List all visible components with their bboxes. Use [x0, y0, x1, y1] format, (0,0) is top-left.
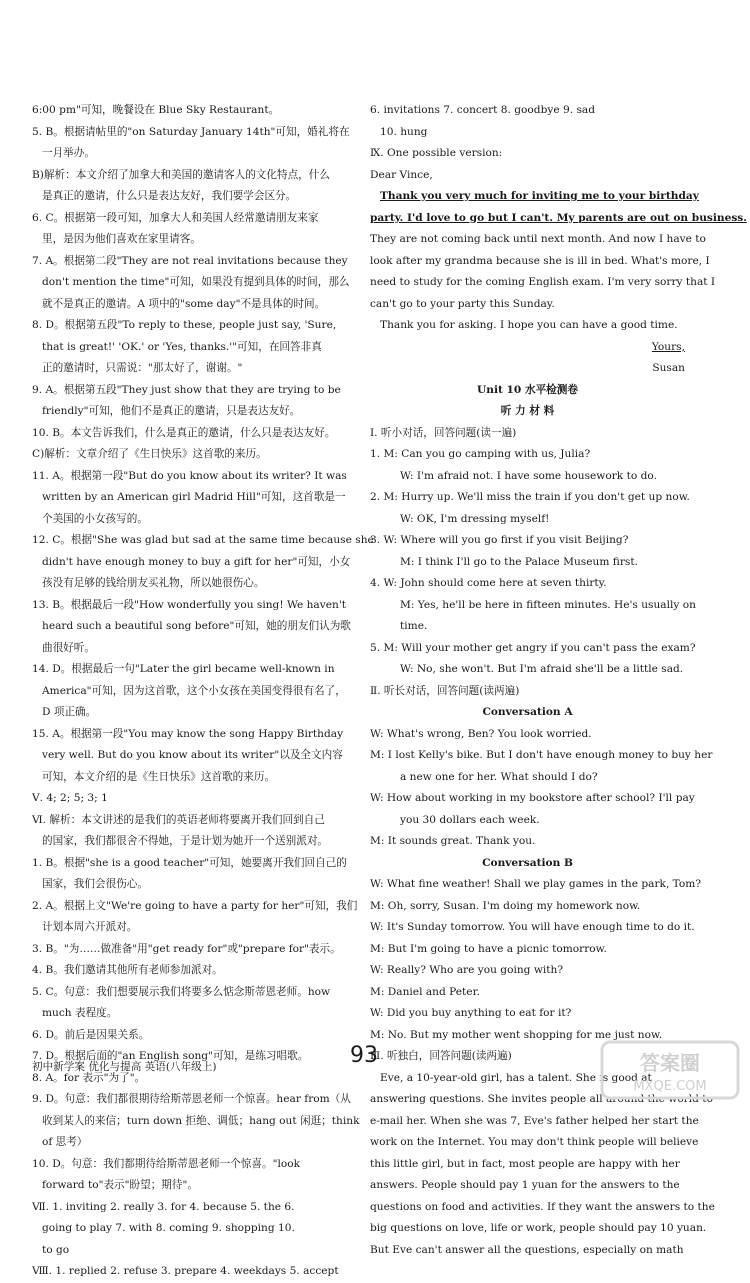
left-line: 7. D。根据后面的"an English song"可知，是练习唱歌。	[32, 1050, 309, 1062]
left-line: 6. D。前后是因果关系。	[32, 1028, 150, 1041]
left-line: 14. D。根据最后一句"Later the girl became well-known in	[32, 663, 335, 675]
right-line: can't go to your party this Sunday.	[370, 297, 555, 310]
left-line: 11. A。根据第一段"But do you know about its writer? It was	[32, 469, 347, 482]
left-line: Ⅵ. 解析：本文讲述的是我们的英语老师将要离开我们回到自己	[32, 813, 325, 826]
left-line: 5. C。句意：我们想要展示我们将要多么惦念斯蒂恩老师。how	[32, 985, 331, 998]
left-line: 12. C。根据"She was glad but sad at the same time because she	[32, 534, 374, 546]
left-line: 1. B。根据"she is a good teacher"可知，她要离开我们回自己的	[32, 856, 347, 869]
right-line: W: Really? Who are you going with?	[370, 964, 564, 976]
left-line: 国家，我们会很伤心。	[42, 878, 148, 890]
left-line: Ⅴ. 4; 2; 5; 3; 1	[32, 792, 108, 804]
right-line: M: Daniel and Peter.	[370, 985, 480, 998]
left-line: 个美国的小女孩写的。	[42, 512, 148, 525]
left-line: 4. B。我们邀请其他所有老师参加派对。	[32, 964, 223, 976]
left-line: 3. B。"为……做准备"用"get ready for"或"prepare for"表示。	[32, 942, 341, 955]
left-line: 可知，本文介绍的是《生日快乐》这首歌的来历。	[42, 770, 276, 783]
right-line: W: OK, I'm dressing myself!	[400, 512, 550, 525]
left-line: written by an American girl Madrid Hill"可知，这首歌是一	[42, 491, 346, 503]
watermark-logo	[600, 1040, 740, 1100]
left-line: very well. But do you know about its writer"以及全文内容	[42, 749, 343, 761]
right-line: 2. M: Hurry up. We'll miss the train if you don't get up now.	[370, 491, 690, 503]
left-line: 正的邀请时，只需说："那太好了，谢谢。"	[42, 362, 243, 374]
left-line: America"可知，因为这首歌，这个小女孩在美国变得很有名了，	[42, 684, 346, 697]
right-line: Thank you for asking. I hope you can have a good time.	[380, 319, 678, 331]
left-line: 8. A。for 表示"为了"。	[32, 1071, 146, 1084]
left-line: friendly"可知，他们不是真正的邀请，只是表达友好。	[42, 405, 301, 417]
right-line: Eve, a 10-year-old girl, has a talent. She is good at	[380, 1071, 652, 1084]
right-line: look after my grandma because she is ill in bed. What's more, I	[370, 254, 710, 267]
right-line: Unit 10 水平检测卷	[477, 383, 578, 396]
svg-text:MXQE.COM: MXQE.COM	[633, 1079, 707, 1094]
left-line: 5. B。根据请帖里的"on Saturday January 14th"可知，婚礼将在	[32, 125, 350, 138]
right-line: W: How about working in my bookstore after school? I'll pay	[370, 792, 695, 804]
left-line: 6. C。根据第一段可知，加拿大人和美国人经常邀请朋友来家	[32, 211, 319, 224]
right-line: M: No. But my mother went shopping for me just now.	[370, 1028, 663, 1041]
right-line: big questions on love, life or work, people should pay 10 yuan.	[370, 1222, 707, 1234]
right-line: Ⅱ. 听长对话，回答问题(读两遍)	[370, 684, 520, 697]
right-line: 听 力 材 料	[500, 405, 555, 417]
right-line: this little girl, but in fact, most people are happy with her	[370, 1157, 680, 1170]
right-line: 5. M: Will your mother get angry if you can't pass the exam?	[370, 641, 696, 654]
left-line: to go	[42, 1243, 70, 1256]
left-line: 13. B。根据最后一段"How wonderfully you sing! We haven't	[32, 598, 346, 611]
left-line: going to play 7. with 8. coming 9. shopping 10.	[42, 1222, 295, 1234]
right-line: Susan	[652, 362, 685, 374]
left-line: 9. D。句意：我们都很期待给斯蒂恩老师一个惊喜。hear from（从	[32, 1093, 351, 1105]
right-line: W: Did you buy anything to eat for it?	[370, 1007, 572, 1019]
right-line: Ⅰ. 听小对话，回答问题(读一遍)	[370, 426, 517, 439]
right-line: Yours,	[651, 340, 685, 353]
left-line: 10. B。本文告诉我们，什么是真正的邀请，什么只是表达友好。	[32, 426, 336, 439]
right-line: M: But I'm going to have a picnic tomorrow.	[370, 942, 607, 955]
left-line: don't mention the time"可知，如果没有提到具体的时间，那么	[42, 276, 350, 288]
left-line: of 思考）	[42, 1136, 88, 1148]
right-line: time.	[400, 620, 428, 632]
left-line: 的国家，我们都很舍不得她，于是计划为她开一个送别派对。	[42, 835, 329, 847]
left-line: heard such a beautiful song before"可知，她的朋友们认为歌	[42, 620, 351, 632]
left-line: C)解析：文章介绍了《生日快乐》这首歌的来历。	[32, 448, 267, 460]
left-line: 9. A。根据第五段"They just show that they are trying to be	[32, 383, 341, 396]
left-line: 2. A。根据上文"We're going to have a party for her"可知，我们	[32, 899, 358, 912]
right-line: you 30 dollars each week.	[400, 813, 540, 826]
right-line: Conversation A	[482, 706, 573, 718]
right-line: questions on food and activities. If they want the answers to the	[370, 1200, 715, 1213]
right-line: W: No, she won't. But I'm afraid she'll be a little sad.	[400, 663, 684, 675]
left-line: 孩没有足够的钱给朋友买礼物，所以她很伤心。	[42, 577, 265, 589]
left-line: D 项正确。	[42, 706, 97, 718]
left-line: 计划本周六开派对。	[42, 921, 138, 933]
right-line: party. I'd love to go but I can't. My parents are out on business.	[370, 211, 747, 224]
page-number: 93	[350, 1043, 378, 1068]
right-line: But Eve can't answer all the questions, especially on math	[370, 1243, 684, 1256]
left-line: 10. D。句意：我们都期待给斯蒂恩老师一个惊喜。"look	[32, 1157, 301, 1170]
right-line: M: It sounds great. Thank you.	[370, 835, 536, 847]
left-line: 是真正的邀请，什么只是表达友好，我们要学会区分。	[42, 190, 297, 202]
left-line: 里，是因为他们喜欢在家里请客。	[42, 233, 201, 245]
right-line: Dear Vince,	[370, 168, 433, 181]
right-line: 4. W: John should come here at seven thirty.	[370, 577, 607, 589]
right-line: M: Yes, he'll be here in fifteen minutes. He's usually on	[400, 598, 696, 611]
left-line: much 表程度。	[42, 1007, 118, 1019]
right-line: work on the Internet. You may don't think people will believe	[370, 1136, 699, 1148]
right-line: a new one for her. What should I do?	[400, 770, 598, 783]
right-line: M: Oh, sorry, Susan. I'm doing my homework now.	[370, 899, 641, 912]
right-line: Thank you very much for inviting me to your birthday	[380, 190, 699, 202]
right-line: answering questions. She invites people all around the world to	[370, 1093, 713, 1105]
right-line: W: What's wrong, Ben? You look worried.	[370, 727, 592, 740]
left-line: forward to"表示"盼望；期待"。	[42, 1179, 198, 1191]
right-line: Ⅸ. One possible version:	[370, 147, 503, 159]
left-line: 一月举办。	[42, 147, 95, 159]
right-line: need to study for the coming English exam. I'm very sorry that I	[370, 276, 716, 288]
right-line: e-mail her. When she was 7, Eve's father helped her start the	[370, 1114, 699, 1127]
left-line: Ⅷ. 1. replied 2. refuse 3. prepare 4. weekdays 5. accept	[32, 1265, 339, 1277]
right-line: Conversation B	[482, 856, 573, 869]
right-line: 3. W: Where will you go first if you visit Beijing?	[370, 534, 629, 546]
right-line: W: I'm afraid not. I have some housework to do.	[400, 469, 657, 482]
right-line: 6. invitations 7. concert 8. goodbye 9. sad	[370, 104, 595, 116]
left-line: Ⅶ. 1. inviting 2. really 3. for 4. because 5. the 6.	[32, 1200, 295, 1213]
right-line: M: I think I'll go to the Palace Museum first.	[400, 555, 638, 568]
right-line: answers. People should pay 1 yuan for the answers to the	[370, 1179, 680, 1191]
left-line: didn't have enough money to buy a gift for her"可知，小女	[42, 555, 351, 568]
right-line: They are not coming back until next month. And now I have to	[370, 233, 706, 245]
left-line: 6:00 pm"可知，晚餐设在 Blue Sky Restaurant。	[32, 104, 280, 116]
right-line: M: I lost Kelly's bike. But I don't have enough money to buy her	[370, 749, 713, 761]
left-line: 就不是真正的邀请。A 项中的"some day"不是具体的时间。	[42, 297, 326, 310]
right-line: W: What fine weather! Shall we play games in the park, Tom?	[370, 878, 702, 890]
left-line: B)解析：本文介绍了加拿大和美国的邀请客人的文化特点，什么	[32, 168, 330, 181]
right-line: W: It's Sunday tomorrow. You will have enough time to do it.	[370, 921, 695, 933]
left-line: 8. D。根据第五段"To reply to these, people just say, 'Sure,	[32, 319, 337, 331]
right-line: Ⅲ. 听独白，回答问题(读两遍)	[370, 1050, 512, 1062]
left-line: that is great!' 'OK.' or 'Yes, thanks.'"可知，在回答非真	[42, 340, 322, 353]
left-line: 收到某人的来信；turn down 拒绝、调低；hang out 闲逛；think	[42, 1114, 360, 1127]
footer-book-title: 初中新学案 优化与提高 英语(八年级上)	[32, 1061, 217, 1073]
left-line: 曲很好听。	[42, 641, 95, 654]
right-line: 1. M: Can you go camping with us, Julia?	[370, 448, 591, 460]
svg-text:答案圈: 答案圈	[640, 1051, 700, 1075]
left-line: 15. A。根据第一段"You may know the song Happy Birthday	[32, 727, 344, 740]
right-line: 10. hung	[380, 125, 428, 138]
left-line: 7. A。根据第二段"They are not real invitations because they	[32, 254, 348, 267]
